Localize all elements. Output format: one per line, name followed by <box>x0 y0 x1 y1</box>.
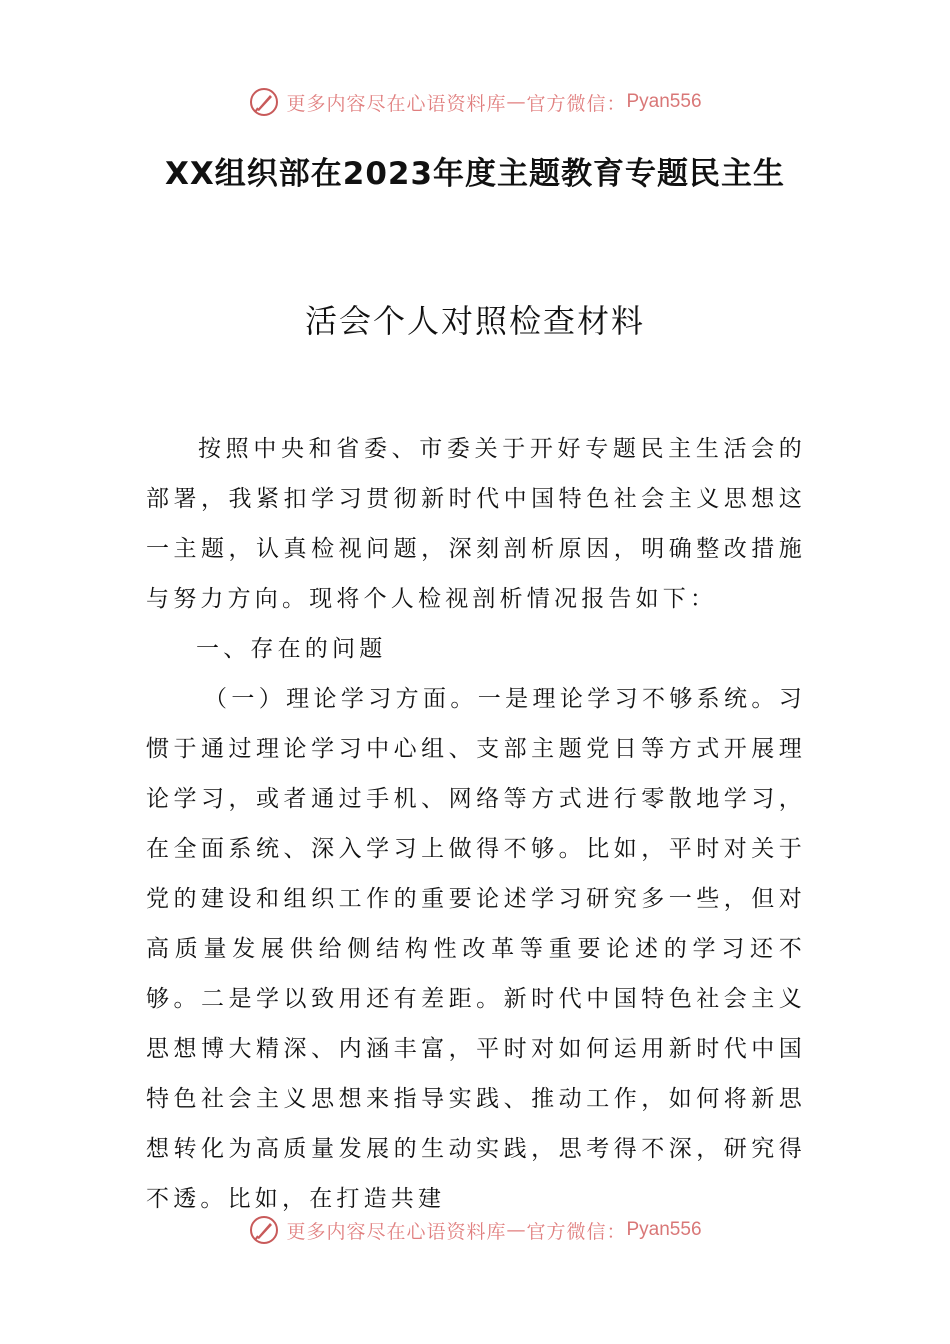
document-title-line-2: 活会个人对照检查材料 <box>304 302 645 340</box>
watermark-text: 更多内容尽在心语资料库 <box>286 92 507 115</box>
paragraph-theory-study: （一）理论学习方面。一是理论学习不够系统。习惯于通过理论学习中心组、支部主题党日等方式开展理论学习，或者通过手机、网络等方式进行零散地学习，在全面系统、深入学习上做得不够。比如，平时对关于党的建设和组织工作的重要论述学习研究多一些，但对高质量发展供给侧结构性改革等重要论述的学习还不够。二是学以致用还有差距。新时代中国特色社会主义思想博大精深、内涵丰富，平时对如何运用新时代中国特色社会主义思想来指导实践、推动工作，如何将新思想转化为高质量发展的生动实践，思考得不深，研究得不透。比如，在打造共建 <box>146 686 806 1212</box>
watermark-wechat-label: 官方微信： <box>526 92 627 115</box>
section-heading: 一、存在的问题 <box>196 636 387 662</box>
quill-logo-icon <box>248 86 280 118</box>
watermark-wechat-id: Pyan556 <box>626 91 702 112</box>
watermark-dash: — <box>506 1219 527 1241</box>
watermark-text: 更多内容尽在心语资料库 <box>286 1220 507 1243</box>
watermark-banner-bottom <box>0 1210 950 1250</box>
quill-logo-icon <box>248 1214 280 1246</box>
watermark-wechat-id: Pyan556 <box>626 1219 702 1240</box>
document-body <box>146 424 806 1224</box>
watermark-wechat-label: 官方微信： <box>526 1220 627 1243</box>
paragraph-intro: 按照中央和省委、市委关于开好专题民主生活会的部署，我紧扣学习贯彻新时代中国特色社会主义思想这一主题，认真检视问题，深刻剖析原因，明确整改措施与努力方向。现将个人检视剖析情况报告如下： <box>146 436 806 612</box>
watermark-banner-top <box>0 82 950 122</box>
watermark-dash: — <box>506 91 527 113</box>
document-title-line-1: XX组织部在2023年度主题教育专题民主生 <box>164 156 786 192</box>
